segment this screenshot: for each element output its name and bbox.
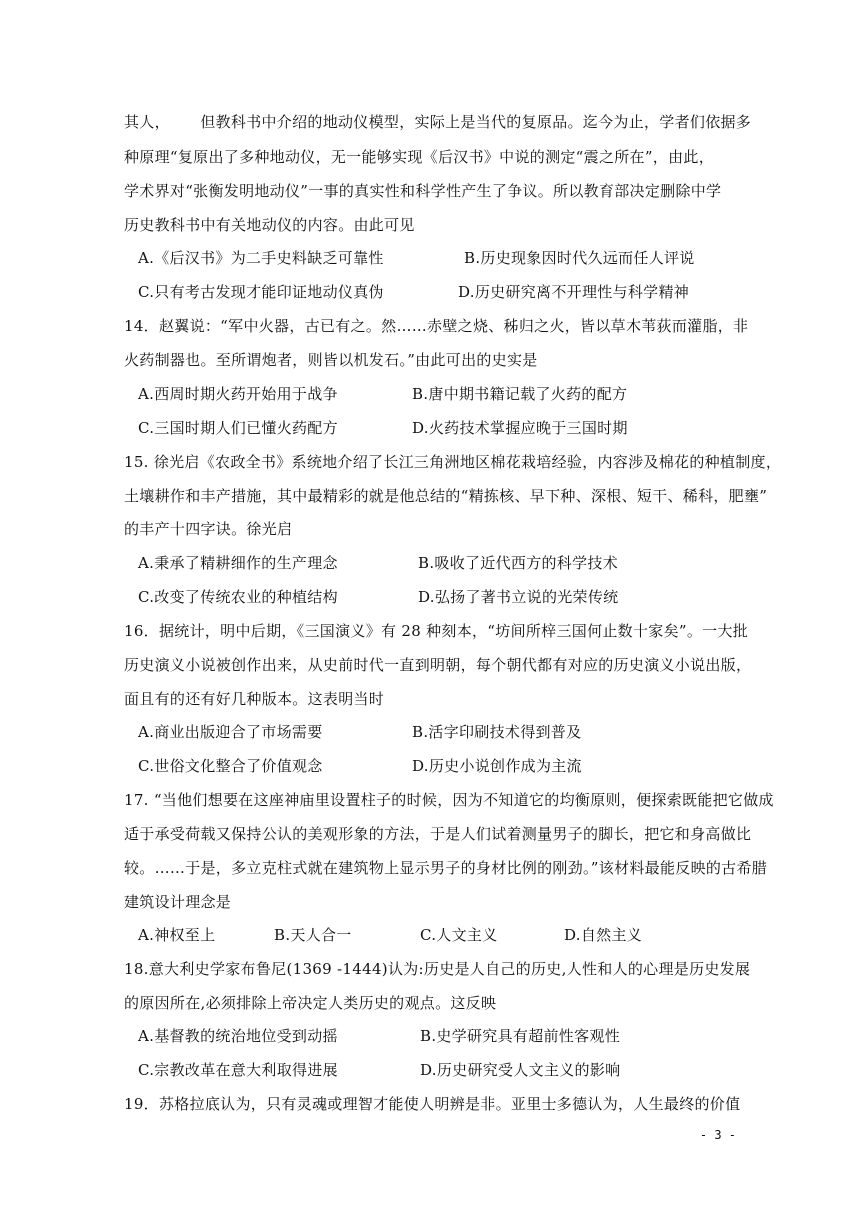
option-17-c: C.人文主义 [420, 926, 498, 944]
option-14-b: B.唐中期书籍记载了火药的配方 [412, 385, 628, 403]
option-15-b: B.吸收了近代西方的科学技术 [418, 554, 618, 572]
question-16: 16．据统计，明中后期，《三国演义》有 28 种刻本，“坊间所梓三国何止数十家矣”。一大批 [124, 622, 749, 640]
option-15-a: A.秉承了精耕细作的生产理念 [138, 554, 338, 572]
question-17: 17. “当他们想要在这座神庙里设置柱子的时候，因为不知道它的均衡原则，便探索既能把它做成 [124, 791, 774, 809]
option-15-d: D.弘扬了著书立说的光荣传统 [418, 588, 619, 606]
option-15-c: C.改变了传统农业的种植结构 [138, 588, 338, 606]
option-17-b: B.天人合一 [274, 926, 352, 944]
option-14-a: A.西周时期火药开始用于战争 [138, 385, 338, 403]
option-18-b: B.史学研究具有超前性客观性 [420, 1027, 620, 1045]
option-13-a: A.《后汉书》为二手史料缺乏可靠性 [138, 249, 384, 267]
text-line: 种原理“复原出了多种地动仪，无一能够实现《后汉书》中说的测定“震之所在”，由此， [124, 148, 715, 166]
question-15: 15. 徐光启《农政全书》系统地介绍了长江三角洲地区棉花栽培经验，内容涉及棉花的种植制度， [124, 453, 782, 471]
option-18-c: C.宗教改革在意大利取得进展 [138, 1061, 338, 1079]
text-line: 建筑设计理念是 [124, 893, 232, 911]
page-number: - 3 - [699, 1128, 736, 1142]
text-line: 历史演义小说被创作出来，从史前时代一直到明朝，每个朝代都有对应的历史演义小说出版， [124, 656, 752, 674]
text-line: 学术界对“张衡发明地动仪”一事的真实性和科学性产生了争议。所以教育部决定删除中学 [124, 182, 722, 200]
text-line: 的原因所在,必须排除上帝决定人类历史的观点。这反映 [124, 994, 497, 1012]
option-16-c: C.世俗文化整合了价值观念 [138, 757, 323, 775]
option-13-b: B.历史现象因时代久远而任人评说 [464, 249, 695, 267]
option-13-d: D.历史研究离不开理性与科学精神 [458, 283, 690, 301]
text-line: 较。……于是，多立克柱式就在建筑物上显示男子的身材比例的刚劲。”该材料最能反映的古希腊 [124, 859, 768, 877]
option-14-d: D.火药技术掌握应晚于三国时期 [412, 419, 628, 437]
text-line: 土壤耕作和丰产措施，其中最精彩的就是他总结的“精拣核、早下种、深根、短干、稀科，肥壅” [124, 487, 768, 505]
question-14: 14．赵翼说：“军中火器，古已有之。然……赤壁之烧、秭归之火，皆以草木苇荻而灌脂，非 [124, 317, 749, 335]
option-18-a: A.基督教的统治地位受到动摇 [138, 1027, 338, 1045]
option-17-a: A.神权至上 [138, 926, 216, 944]
question-18: 18.意大利史学家布鲁尼(1369 -1444)认为:历史是人自己的历史,人性和人的心理是历史发展 [124, 960, 751, 978]
option-16-a: A.商业出版迎合了市场需要 [138, 723, 323, 741]
question-19: 19．苏格拉底认为，只有灵魂或理智才能使人明辨是非。亚里士多德认为，人生最终的价值 [124, 1095, 741, 1113]
option-16-b: B.活字印刷技术得到普及 [412, 723, 582, 741]
option-18-d: D.历史研究受人文主义的影响 [420, 1061, 621, 1079]
text-line: 火药制器也。至所谓炮者，则皆以机发石。”由此可出的史实是 [124, 351, 538, 369]
option-17-d: D.自然主义 [564, 926, 643, 944]
text-line: 面且有的还有好几种版本。这表明当时 [124, 690, 385, 708]
text-line: 历史教科书中有关地动仪的内容。由此可见 [124, 216, 415, 234]
text-line: 适于承受荷载又保持公认的美观形象的方法，于是人们试着测量男子的脚长，把它和身高做比 [124, 825, 752, 843]
option-16-d: D.历史小说创作成为主流 [412, 757, 582, 775]
text-line: 的丰产十四字诀。徐光启 [124, 520, 293, 538]
option-13-c: C.只有考古发现才能印证地动仪真伪 [138, 283, 384, 301]
text-line: 其人， 但教科书中介绍的地动仪模型，实际上是当代的复原品。迄今为止，学者们依据多 [124, 113, 752, 131]
option-14-c: C.三国时期人们已懂火药配方 [138, 419, 338, 437]
